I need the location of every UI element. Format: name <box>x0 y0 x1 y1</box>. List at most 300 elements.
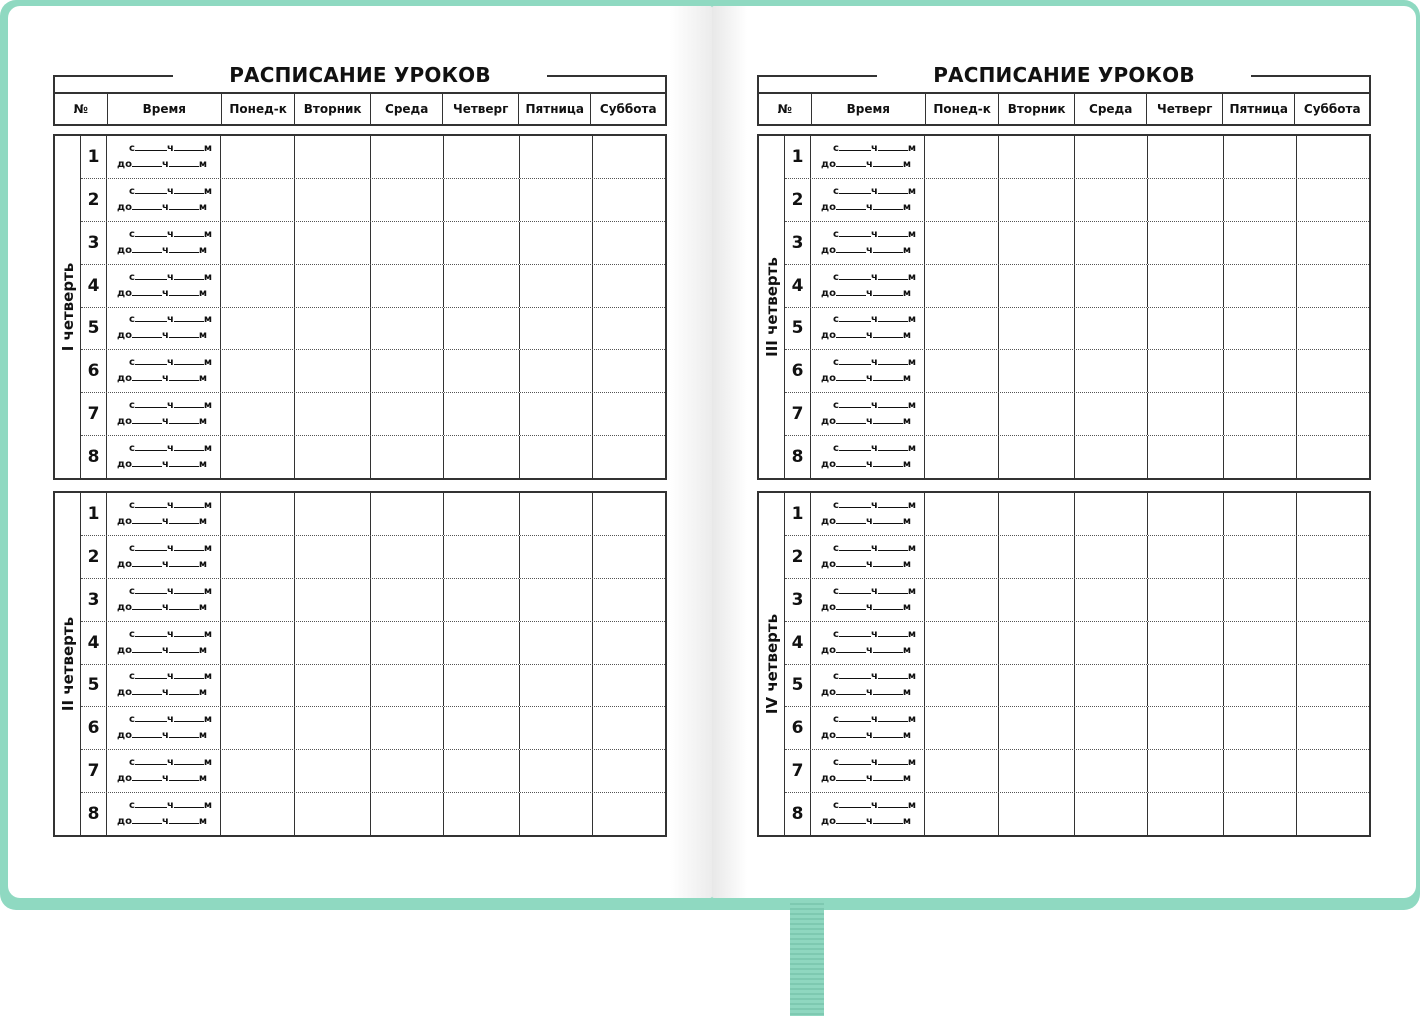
lesson-row <box>785 579 1369 622</box>
minutes-unit: м <box>902 287 912 299</box>
time-cell <box>811 707 925 749</box>
time-from-line <box>821 627 924 643</box>
time-cell <box>811 793 925 835</box>
day-cell <box>999 222 1075 264</box>
lesson-row <box>785 136 1369 179</box>
day-cell <box>295 308 371 350</box>
minutes-blank <box>873 286 903 296</box>
day-cell <box>593 793 665 835</box>
minutes-unit: м <box>907 185 916 197</box>
time-from-line <box>117 627 220 643</box>
time-from-line <box>821 584 924 600</box>
lesson-number: 2 <box>785 179 811 221</box>
header-day: Суббота <box>599 102 657 116</box>
time-to-line <box>117 814 220 830</box>
lesson-rows <box>81 136 665 478</box>
time-from-line <box>117 541 220 557</box>
day-cell <box>1075 622 1148 664</box>
time-prefix: до <box>821 244 836 256</box>
day-cell <box>221 793 295 835</box>
hours-unit: ч <box>870 228 878 240</box>
day-cell <box>444 579 520 621</box>
time-prefix: до <box>821 644 836 656</box>
day-cell <box>925 136 999 178</box>
hours-blank <box>135 755 167 765</box>
time-cell <box>107 265 221 307</box>
day-cell <box>371 707 444 749</box>
day-cell <box>221 579 295 621</box>
day-cell <box>444 622 520 664</box>
quarter-label: IV четверть <box>759 493 785 835</box>
hours-blank <box>135 141 167 151</box>
title-rule <box>53 75 173 77</box>
minutes-blank <box>174 627 204 637</box>
time-prefix: с <box>129 671 135 683</box>
day-cell <box>999 436 1075 478</box>
header-time: Время <box>108 94 222 124</box>
minutes-blank <box>878 627 908 637</box>
minutes-blank <box>169 514 199 524</box>
header-day: Вторник <box>999 94 1075 124</box>
minutes-unit: м <box>203 357 212 369</box>
time-prefix: до <box>117 373 132 385</box>
minutes-unit: м <box>902 158 912 170</box>
minutes-blank <box>878 270 908 280</box>
minutes-unit: м <box>907 714 916 726</box>
day-cell <box>1148 136 1224 178</box>
day-cell <box>999 536 1075 578</box>
minutes-unit: м <box>902 330 912 342</box>
time-prefix: до <box>821 158 836 170</box>
hours-unit: ч <box>865 287 873 299</box>
time-prefix: с <box>129 585 135 597</box>
day-cell <box>925 707 999 749</box>
title-rule <box>547 75 667 77</box>
hours-blank <box>132 286 162 296</box>
time-prefix: до <box>821 773 836 785</box>
time-to-line <box>821 557 924 573</box>
minutes-blank <box>174 798 204 808</box>
time-prefix: с <box>129 628 135 640</box>
hours-unit: ч <box>161 687 169 699</box>
hours-blank <box>839 755 871 765</box>
hours-blank <box>135 312 167 322</box>
hours-unit: ч <box>166 400 174 412</box>
header-num: № <box>55 94 108 124</box>
time-cell <box>811 622 925 664</box>
day-cell <box>925 536 999 578</box>
quarter-block <box>53 134 667 480</box>
day-cell <box>593 536 665 578</box>
title-rule <box>757 75 877 77</box>
day-cell <box>221 222 295 264</box>
time-prefix: до <box>117 601 132 613</box>
time-prefix: до <box>821 459 836 471</box>
day-cell <box>520 493 593 535</box>
minutes-blank <box>878 398 908 408</box>
day-cell <box>1297 622 1369 664</box>
quarter-label: I четверть <box>55 136 81 478</box>
time-cell <box>811 179 925 221</box>
time-to-line <box>117 600 220 616</box>
day-cell <box>295 622 371 664</box>
time-prefix: до <box>821 687 836 699</box>
time-prefix: с <box>129 357 135 369</box>
day-cell <box>999 793 1075 835</box>
day-cell <box>371 136 444 178</box>
hours-unit: ч <box>166 443 174 455</box>
time-prefix: до <box>821 816 836 828</box>
lesson-row <box>81 136 665 179</box>
day-cell <box>221 350 295 392</box>
lesson-number: 2 <box>81 179 107 221</box>
hours-blank <box>132 457 162 467</box>
minutes-blank <box>169 643 199 653</box>
lesson-rows <box>785 493 1369 835</box>
time-prefix: с <box>833 142 839 154</box>
day-cell <box>371 350 444 392</box>
minutes-blank <box>878 712 908 722</box>
hours-unit: ч <box>161 773 169 785</box>
time-from-line <box>117 355 220 371</box>
lesson-number: 4 <box>785 622 811 664</box>
day-cell <box>999 393 1075 435</box>
day-cell <box>371 536 444 578</box>
day-cell <box>520 793 593 835</box>
day-cell <box>999 493 1075 535</box>
day-cell <box>1224 579 1297 621</box>
day-cell <box>593 222 665 264</box>
minutes-unit: м <box>203 800 212 812</box>
hours-blank <box>135 227 167 237</box>
hours-blank <box>836 414 866 424</box>
lesson-number: 1 <box>785 493 811 535</box>
lesson-number: 6 <box>785 350 811 392</box>
hours-unit: ч <box>161 373 169 385</box>
day-cell <box>1224 750 1297 792</box>
day-cell <box>593 308 665 350</box>
lesson-number: 5 <box>81 665 107 707</box>
hours-unit: ч <box>161 244 169 256</box>
hours-blank <box>839 798 871 808</box>
day-cell <box>1075 579 1148 621</box>
time-from-line <box>117 441 220 457</box>
day-cell <box>295 393 371 435</box>
time-prefix: с <box>129 400 135 412</box>
minutes-unit: м <box>907 228 916 240</box>
minutes-blank <box>878 355 908 365</box>
minutes-blank <box>174 584 204 594</box>
time-from-line <box>117 184 220 200</box>
time-prefix: до <box>117 287 132 299</box>
day-cell <box>295 265 371 307</box>
minutes-unit: м <box>902 416 912 428</box>
lesson-row <box>785 622 1369 665</box>
day-cell <box>593 393 665 435</box>
hours-unit: ч <box>865 515 873 527</box>
time-prefix: с <box>833 499 839 511</box>
header-day: Среда <box>371 94 444 124</box>
lesson-number: 7 <box>785 393 811 435</box>
minutes-blank <box>169 685 199 695</box>
hours-unit: ч <box>166 542 174 554</box>
minutes-unit: м <box>198 730 208 742</box>
minutes-blank <box>873 728 903 738</box>
day-cell <box>999 308 1075 350</box>
minutes-blank <box>169 328 199 338</box>
day-cell <box>1224 350 1297 392</box>
hours-unit: ч <box>161 416 169 428</box>
day-cell <box>1297 136 1369 178</box>
hours-unit: ч <box>865 730 873 742</box>
lesson-number: 4 <box>81 622 107 664</box>
minutes-unit: м <box>198 816 208 828</box>
day-cell <box>1148 265 1224 307</box>
lesson-number: 7 <box>785 750 811 792</box>
minutes-blank <box>174 398 204 408</box>
minutes-unit: м <box>198 459 208 471</box>
hours-blank <box>839 627 871 637</box>
day-cell <box>520 179 593 221</box>
hours-blank <box>135 712 167 722</box>
hours-unit: ч <box>161 730 169 742</box>
day-cell <box>221 179 295 221</box>
hours-unit: ч <box>865 330 873 342</box>
hours-blank <box>135 584 167 594</box>
minutes-blank <box>169 771 199 781</box>
hours-blank <box>836 771 866 781</box>
lesson-number: 3 <box>785 579 811 621</box>
hours-blank <box>132 685 162 695</box>
hours-blank <box>135 270 167 280</box>
minutes-unit: м <box>902 373 912 385</box>
hours-unit: ч <box>865 773 873 785</box>
minutes-unit: м <box>203 443 212 455</box>
time-cell <box>107 536 221 578</box>
day-cell <box>371 436 444 478</box>
time-to-line <box>117 328 220 344</box>
day-cell <box>1148 179 1224 221</box>
day-cell <box>444 393 520 435</box>
minutes-unit: м <box>902 730 912 742</box>
hours-blank <box>839 312 871 322</box>
time-prefix: до <box>821 601 836 613</box>
page-title: РАСПИСАНИЕ УРОКОВ <box>229 63 491 87</box>
day-cell <box>1297 179 1369 221</box>
hours-blank <box>132 643 162 653</box>
hours-unit: ч <box>870 671 878 683</box>
time-from-line <box>821 669 924 685</box>
table-header <box>757 92 1371 126</box>
time-from-line <box>117 227 220 243</box>
minutes-unit: м <box>902 773 912 785</box>
time-prefix: с <box>129 757 135 769</box>
time-from-line <box>821 398 924 414</box>
lesson-row <box>81 436 665 478</box>
time-from-line <box>117 584 220 600</box>
day-cell <box>925 493 999 535</box>
time-prefix: с <box>833 671 839 683</box>
lesson-row <box>785 393 1369 436</box>
day-cell <box>999 707 1075 749</box>
lesson-row <box>81 493 665 536</box>
day-cell <box>295 793 371 835</box>
header-day: Суббота <box>1303 102 1361 116</box>
lesson-number: 2 <box>81 536 107 578</box>
day-cell <box>295 536 371 578</box>
day-cell <box>295 179 371 221</box>
minutes-unit: м <box>198 416 208 428</box>
day-cell <box>593 707 665 749</box>
time-to-line <box>821 643 924 659</box>
minutes-blank <box>169 200 199 210</box>
hours-unit: ч <box>166 185 174 197</box>
minutes-blank <box>873 557 903 567</box>
time-prefix: до <box>117 730 132 742</box>
time-prefix: с <box>129 499 135 511</box>
time-from-line <box>117 498 220 514</box>
hours-blank <box>839 227 871 237</box>
time-cell <box>811 536 925 578</box>
hours-blank <box>839 355 871 365</box>
time-prefix: до <box>117 816 132 828</box>
lesson-row <box>785 222 1369 265</box>
lesson-row <box>81 622 665 665</box>
day-cell <box>925 750 999 792</box>
time-to-line <box>821 685 924 701</box>
lesson-row <box>81 179 665 222</box>
day-cell <box>1148 493 1224 535</box>
lesson-row <box>785 493 1369 536</box>
time-from-line <box>117 755 220 771</box>
page-title: РАСПИСАНИЕ УРОКОВ <box>933 63 1195 87</box>
day-cell <box>1075 308 1148 350</box>
hours-blank <box>839 141 871 151</box>
minutes-blank <box>873 814 903 824</box>
day-cell <box>444 493 520 535</box>
minutes-blank <box>873 643 903 653</box>
minutes-blank <box>878 312 908 322</box>
hours-blank <box>135 798 167 808</box>
hours-blank <box>836 371 866 381</box>
day-cell <box>1075 536 1148 578</box>
minutes-blank <box>174 270 204 280</box>
day-cell <box>1297 350 1369 392</box>
time-cell <box>107 222 221 264</box>
day-cell <box>1075 136 1148 178</box>
lesson-row <box>81 536 665 579</box>
hours-unit: ч <box>161 201 169 213</box>
lesson-row <box>785 436 1369 478</box>
time-cell <box>811 393 925 435</box>
time-to-line <box>821 157 924 173</box>
hours-blank <box>836 286 866 296</box>
time-prefix: с <box>129 185 135 197</box>
day-cell <box>520 622 593 664</box>
day-cell <box>1297 579 1369 621</box>
day-cell <box>1075 707 1148 749</box>
day-cell <box>444 536 520 578</box>
lesson-number: 8 <box>785 793 811 835</box>
hours-blank <box>132 328 162 338</box>
time-cell <box>107 393 221 435</box>
time-from-line <box>117 398 220 414</box>
hours-unit: ч <box>166 314 174 326</box>
day-cell <box>1224 308 1297 350</box>
day-cell <box>444 308 520 350</box>
time-prefix: до <box>117 687 132 699</box>
day-cell <box>1075 436 1148 478</box>
minutes-unit: м <box>203 671 212 683</box>
day-cell <box>1224 265 1297 307</box>
hours-unit: ч <box>870 185 878 197</box>
title-rule-edge <box>757 75 759 93</box>
day-cell <box>1148 222 1224 264</box>
time-from-line <box>821 441 924 457</box>
day-cell <box>1075 750 1148 792</box>
minutes-blank <box>169 728 199 738</box>
lesson-number: 3 <box>81 222 107 264</box>
lesson-row <box>785 265 1369 308</box>
minutes-unit: м <box>198 330 208 342</box>
quarter-block <box>757 134 1371 480</box>
header-time: Время <box>812 94 926 124</box>
title-rule-edge <box>1369 75 1371 93</box>
minutes-unit: м <box>907 443 916 455</box>
lesson-number: 8 <box>81 793 107 835</box>
hours-blank <box>132 557 162 567</box>
time-prefix: до <box>117 459 132 471</box>
minutes-blank <box>873 157 903 167</box>
day-cell <box>1297 222 1369 264</box>
day-cell <box>221 707 295 749</box>
day-cell <box>1224 536 1297 578</box>
day-cell <box>444 179 520 221</box>
minutes-unit: м <box>203 499 212 511</box>
day-cell <box>221 493 295 535</box>
time-to-line <box>117 643 220 659</box>
minutes-unit: м <box>907 400 916 412</box>
lesson-number: 5 <box>785 665 811 707</box>
hours-unit: ч <box>161 515 169 527</box>
lesson-row <box>785 350 1369 393</box>
hours-unit: ч <box>161 601 169 613</box>
hours-blank <box>135 541 167 551</box>
minutes-unit: м <box>902 687 912 699</box>
time-cell <box>107 793 221 835</box>
hours-unit: ч <box>166 628 174 640</box>
minutes-blank <box>174 669 204 679</box>
minutes-blank <box>169 600 199 610</box>
time-prefix: с <box>833 228 839 240</box>
minutes-blank <box>878 798 908 808</box>
day-cell <box>520 393 593 435</box>
day-cell <box>520 536 593 578</box>
minutes-unit: м <box>203 314 212 326</box>
hours-unit: ч <box>161 644 169 656</box>
time-cell <box>107 750 221 792</box>
hours-unit: ч <box>865 373 873 385</box>
time-cell <box>107 308 221 350</box>
day-cell <box>925 793 999 835</box>
hours-unit: ч <box>870 585 878 597</box>
day-cell <box>221 393 295 435</box>
day-cell <box>1297 750 1369 792</box>
day-cell <box>1224 793 1297 835</box>
hours-unit: ч <box>870 357 878 369</box>
hours-unit: ч <box>865 244 873 256</box>
day-cell <box>999 179 1075 221</box>
